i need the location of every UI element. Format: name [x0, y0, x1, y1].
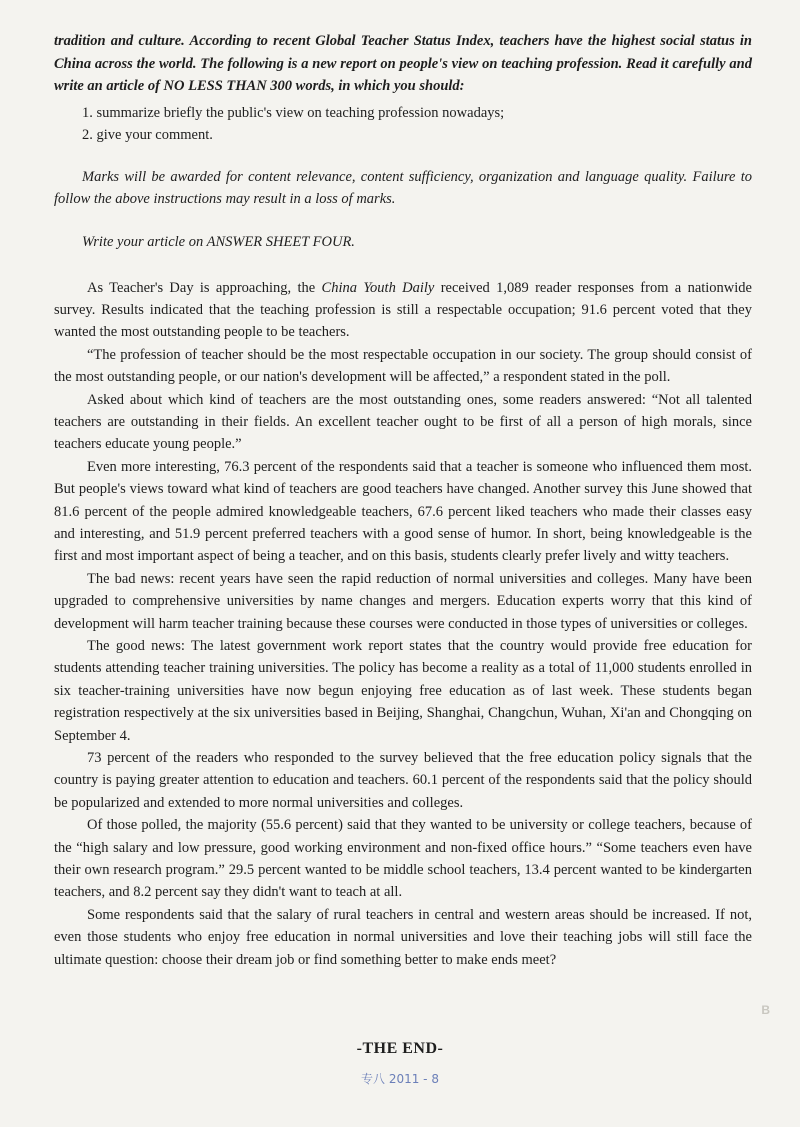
- end-marker: -THE END-: [356, 1040, 444, 1057]
- article-paragraph: The good news: The latest government work report states that the country would provide free education for students attending teacher training universities. The policy has become a reality as a total of 11,000 students enrolled in six teacher-training universities have now begun enjoying free education as of last week. These students began registration respectively at the six universities based in Beijing, Shanghai, Changchun, Wuhan, Xi'an and Chongqing on September 4.: [54, 638, 752, 744]
- page-number: 专八 2011 - 8: [361, 1072, 439, 1086]
- article-paragraph: 73 percent of the readers who responded to the survey believed that the free education policy signals that the country is paying greater attention to education and teachers. 60.1 percent of the respondents said that the policy should be popularized and extended to more normal universities and colleges.: [54, 750, 752, 811]
- paragraph-text: As Teacher's Day is approaching, the: [87, 279, 322, 296]
- task-item: 1. summarize briefly the public's view on teaching profession nowadays;: [82, 104, 505, 121]
- exam-page: [54, 30, 752, 971]
- article-paragraph: Even more interesting, 76.3 percent of the respondents said that a teacher is someone who influenced them most. But people's views toward what kind of teachers are good teachers have changed. Another survey this June showed that 81.6 percent of the people admired knowledgeable teachers, 67.6 percent liked teachers who made their classes easy and interesting, and 51.9 percent preferred teachers with a good sense of humor. In short, being knowledgeable is the first and most important aspect of being a teacher, and on this basis, students clearly prefer lively and witty teachers.: [54, 458, 752, 565]
- article-paragraph: The bad news: recent years have seen the rapid reduction of normal universities and colleges. Many have been upgraded to comprehensive universities by name changes and mergers. Education experts worry that this kind of development will harm teacher training because these courses were conducted in those types of universities or colleges.: [54, 570, 752, 632]
- article-paragraph: Of those polled, the majority (55.6 percent) said that they wanted to be university or college teachers, because of the “high salary and low pressure, good working environment and non-fixed office hours.” “Some teachers even have their own research program.” 29.5 percent wanted to be middle school teachers, 13.4 percent wanted to be kindergarten teachers, and 8.2 percent say they didn't want to teach at all.: [54, 817, 752, 901]
- report-article: [54, 277, 752, 972]
- paragraph-text: received 1,089 reader responses from a nationwide survey. Results indicated that the teaching profession is still a respectable occupation; 91.6 percent voted that they wanted the most outstanding people to be teachers.: [54, 279, 752, 341]
- answer-sheet-note: Write your article on ANSWER SHEET FOUR.: [82, 233, 355, 250]
- newspaper-title: China Youth Daily: [321, 279, 435, 296]
- marks-note: Marks will be awarded for content relevance, content sufficiency, organization and language quality. Failure to follow the above instructions may result in a loss of marks.: [54, 168, 752, 207]
- writing-instructions: tradition and culture. According to recent Global Teacher Status Index, teachers have the highest social status in China across the world. The following is a new report on people's view on teaching profession. Read it carefully and write an article of NO LESS THAN 300 words, in which you should:: [54, 33, 752, 94]
- article-paragraph: [54, 277, 752, 344]
- task-item: 2. give your comment.: [82, 126, 213, 143]
- article-paragraph: Asked about which kind of teachers are the most outstanding ones, some readers answered: “Not all talented teachers are outstanding in their fields. An excellent teacher ought to be first of all a person of high morals, since teachers educate young people.”: [54, 391, 752, 453]
- margin-mark: B: [761, 1003, 770, 1017]
- article-paragraph: Some respondents said that the salary of rural teachers in central and western areas should be increased. If not, even those students who enjoy free education in normal universities and love their teaching jobs will still face the ultimate question: choose their dream job or find something better to make ends meet?: [54, 906, 752, 968]
- task-list: [54, 102, 752, 146]
- article-paragraph: “The profession of teacher should be the most respectable occupation in our society. The group should consist of the most outstanding people, or our nation's development will be affected,” a respondent stated in the poll.: [54, 346, 752, 386]
